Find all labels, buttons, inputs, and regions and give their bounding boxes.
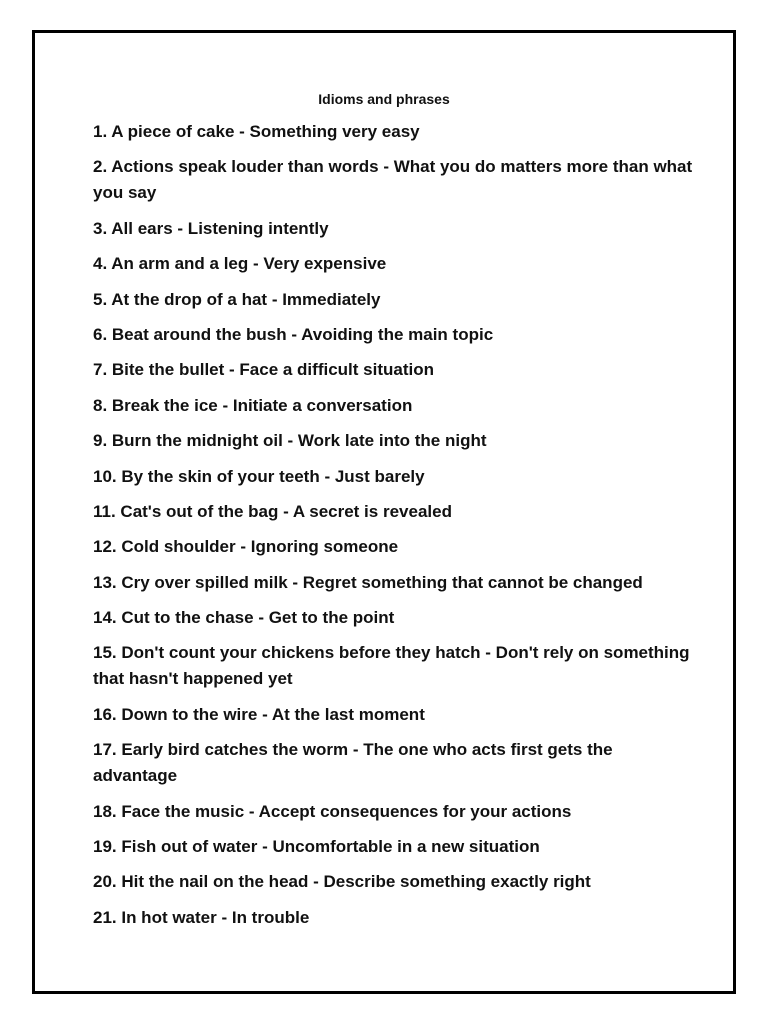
list-item: 2. Actions speak louder than words - What you do matters more than what you say: [93, 157, 693, 203]
idiom-list: [93, 119, 693, 940]
list-item: 12. Cold shoulder - Ignoring someone: [93, 537, 399, 557]
list-item: 3. All ears - Listening intently: [93, 218, 329, 238]
list-item: 6. Beat around the bush - Avoiding the main topic: [93, 324, 494, 344]
list-item: 5. At the drop of a hat - Immediately: [93, 289, 381, 309]
list-item: 21. In hot water - In trouble: [93, 907, 310, 927]
list-item: 18. Face the music - Accept consequences for your actions: [93, 801, 572, 821]
list-item: 9. Burn the midnight oil - Work late into the night: [93, 431, 487, 451]
list-item: 17. Early bird catches the worm - The one who acts first gets the advantage: [93, 740, 613, 786]
list-item: 10. By the skin of your teeth - Just barely: [93, 466, 425, 486]
list-item: 7. Bite the bullet - Face a difficult situation: [93, 360, 434, 380]
list-item: 8. Break the ice - Initiate a conversation: [93, 395, 413, 415]
list-item: 15. Don't count your chickens before they hatch - Don't rely on something that hasn't happened yet: [93, 643, 690, 689]
list-item: 16. Down to the wire - At the last moment: [93, 704, 425, 724]
list-item: 1. A piece of cake - Something very easy: [93, 122, 420, 141]
list-item: 19. Fish out of water - Uncomfortable in a new situation: [93, 837, 540, 857]
document-title: Idioms and phrases: [318, 91, 450, 107]
list-item: 20. Hit the nail on the head - Describe something exactly right: [93, 872, 591, 892]
list-item: 11. Cat's out of the bag - A secret is revealed: [93, 501, 452, 521]
list-item: 14. Cut to the chase - Get to the point: [93, 608, 395, 628]
list-item: 4. An arm and a leg - Very expensive: [93, 254, 387, 274]
list-item: 13. Cry over spilled milk - Regret something that cannot be changed: [93, 572, 643, 592]
